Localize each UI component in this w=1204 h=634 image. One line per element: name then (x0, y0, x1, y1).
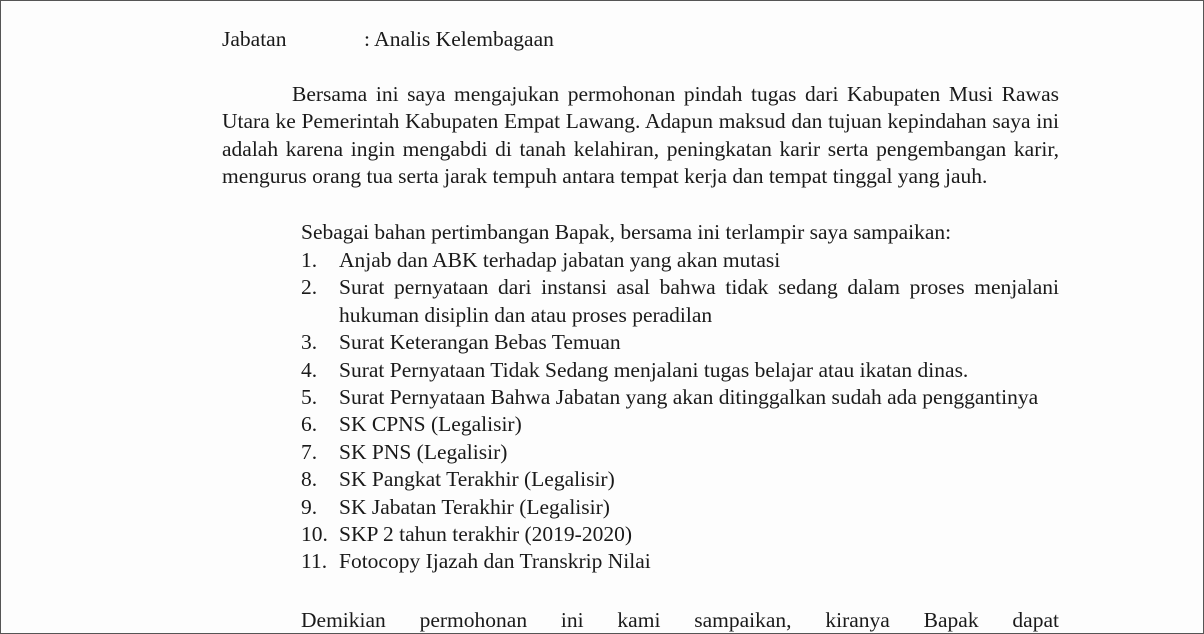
list-item: 8. SK Pangkat Terakhir (Legalisir) (301, 467, 615, 492)
jabatan-label: Jabatan (222, 27, 287, 51)
closing-line (301, 607, 1059, 634)
closing-text: Demikian permohonan ini kami sampaikan, kiranya Bapak dapat (301, 608, 1059, 632)
attachments-list (301, 247, 1059, 576)
request-paragraph: Bersama ini saya mengajukan permohonan pindah tugas dari Kabupaten Musi Rawas Utara ke Pemerintah Kabupaten Empat Lawang. Adapun maksud dan tujuan kepindahan saya ini adalah karena ingin mengabdi di tanah kelahiran, peningkatan karir serta pengembangan karir, mengurus orang tua serta jarak tempuh antara tempat kerja dan tempat tinggal yang jauh. (222, 82, 1059, 189)
attachments-intro: Sebagai bahan pertimbangan Bapak, bersama ini terlampir saya sampaikan: (301, 220, 952, 244)
list-item: 11. Fotocopy Ijazah dan Transkrip Nilai (301, 549, 651, 574)
jabatan-value: : Analis Kelembagaan (364, 27, 554, 51)
list-item: 2. Surat pernyataan dari instansi asal bahwa tidak sedang dalam proses menjalani hukuman disiplin dan atau proses peradilan (301, 275, 1059, 327)
list-item: 3. Surat Keterangan Bebas Temuan (301, 330, 621, 355)
list-item: 6. SK CPNS (Legalisir) (301, 412, 522, 437)
list-item: 10. SKP 2 tahun terakhir (2019-2020) (301, 522, 632, 547)
list-item: 1. Anjab dan ABK terhadap jabatan yang akan mutasi (301, 248, 781, 272)
list-item: 5. Surat Pernyataan Bahwa Jabatan yang akan ditinggalkan sudah ada penggantinya (301, 385, 1039, 410)
jabatan-row (222, 26, 554, 53)
list-item: 7. SK PNS (Legalisir) (301, 439, 508, 464)
list-item: 9. SK Jabatan Terakhir (Legalisir) (301, 494, 610, 519)
list-item: 4. Surat Pernyataan Tidak Sedang menjalani tugas belajar atau ikatan dinas. (301, 357, 969, 382)
